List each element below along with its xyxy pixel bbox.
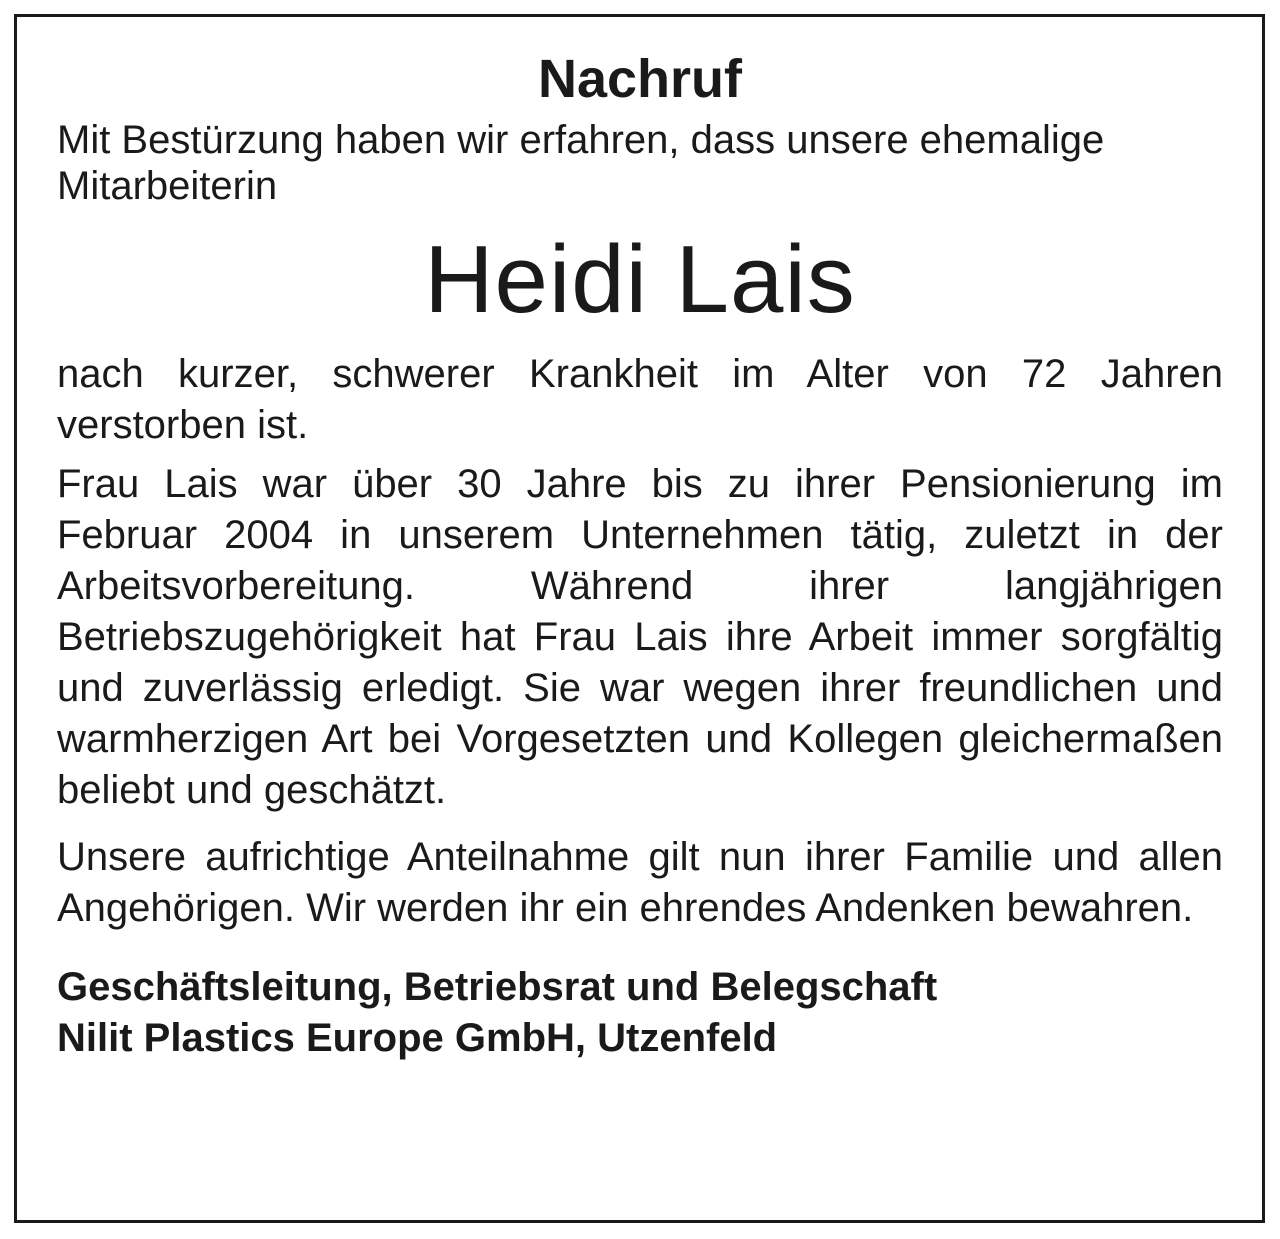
paragraph-death: nach kurzer, schwerer Krankheit im Alter von 72 Jahren verstorben ist. (57, 352, 1223, 447)
intro-text: Mit Bestürzung haben wir erfahren, dass unsere ehemalige Mitarbeiterin (57, 118, 1105, 208)
signature-block (57, 962, 1223, 1064)
paragraph-career: Frau Lais war über 30 Jahre bis zu ihrer Pensionierung im Februar 2004 in unserem Unternehmen tätig, zuletzt in der Arbeitsvorbereitung. Während ihrer langjährigen Betriebszugehörigkeit hat Frau Lais ihre Arbeit immer sorgfältig und zuverlässig erledigt. Sie war wegen ihrer freundlichen und warmherzigen Art bei Vorgesetzten und Kollegen gleichermaßen beliebt und geschätzt. (57, 462, 1223, 812)
notice-title: Nachruf (537, 49, 743, 109)
paragraph-condolence: Unsere aufrichtige Anteilnahme gilt nun ihrer Familie und allen Angehörigen. Wir werden ihr ein ehrendes Andenken bewahren. (57, 835, 1223, 930)
obituary-notice (57, 44, 1223, 1064)
signature-line-1: Geschäftsleitung, Betriebsrat und Belegschaft (57, 965, 938, 1009)
signature-line-2: Nilit Plastics Europe GmbH, Utzenfeld (57, 1016, 778, 1060)
deceased-name: Heidi Lais (424, 226, 856, 333)
